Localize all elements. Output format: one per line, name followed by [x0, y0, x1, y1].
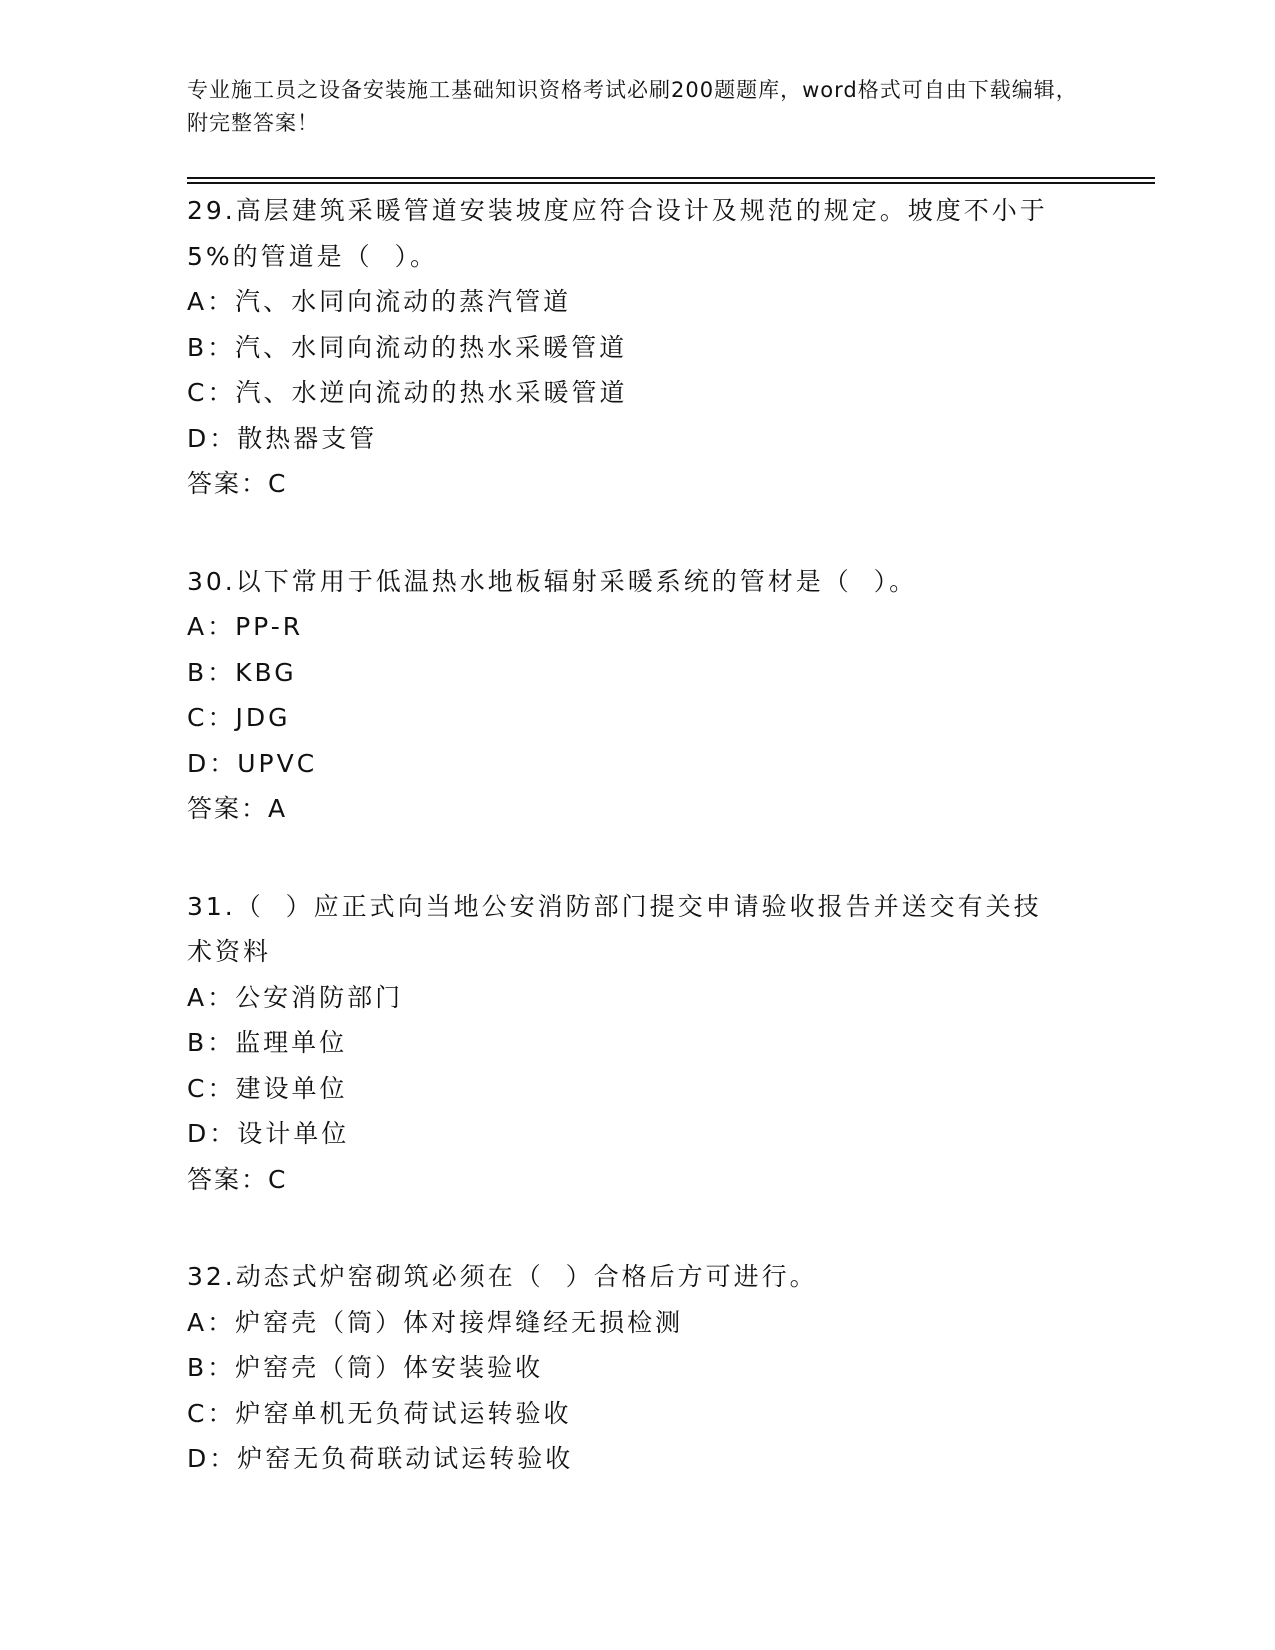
question-32 [187, 1254, 1087, 1482]
header-double-rule [187, 177, 1155, 184]
rule-line-bottom [187, 182, 1155, 184]
option-b: B：炉窑壳（筒）体安装验收 [187, 1353, 544, 1382]
rule-line-top [187, 177, 1155, 179]
option-a: A：PP-R [187, 612, 304, 641]
option-d: D：UPVC [187, 748, 318, 778]
option-a: A：汽、水同向流动的蒸汽管道 [187, 287, 572, 316]
option-d: D：散热器支管 [187, 423, 378, 453]
answer-text: 答案：C [187, 469, 288, 498]
option-b: B：监理单位 [187, 1028, 348, 1057]
answer-text: 答案：A [187, 794, 288, 823]
question-29 [187, 188, 1087, 507]
option-a: A：炉窑壳（筒）体对接焊缝经无损检测 [187, 1307, 684, 1337]
option-c: C：建设单位 [187, 1073, 348, 1103]
question-30 [187, 559, 1087, 832]
question-stem: 32.动态式炉窑砌筑必须在（ ）合格后方可进行。 [187, 1262, 818, 1291]
option-d: D：设计单位 [187, 1119, 350, 1148]
document-header: 专业施工员之设备安装施工基础知识资格考试必刷200题题库，word格式可自由下载编辑，附完整答案！ [187, 78, 1078, 135]
option-a: A：公安消防部门 [187, 982, 404, 1012]
question-31 [187, 884, 1087, 1203]
question-stem: 30.以下常用于低温热水地板辐射采暖系统的管材是（ ）。 [187, 566, 918, 596]
option-b: B：KBG [187, 657, 297, 687]
option-d: D：炉窑无负荷联动试运转验收 [187, 1444, 574, 1473]
question-stem: 29.高层建筑采暖管道安装坡度应符合设计及规范的规定。坡度不小于5%的管道是（ ）。 [187, 196, 1048, 271]
option-c: C：炉窑单机无负荷试运转验收 [187, 1398, 572, 1428]
answer-text: 答案：C [187, 1164, 288, 1194]
question-stem: 31.（ ）应正式向当地公安消防部门提交申请验收报告并送交有关技术资料 [187, 891, 1042, 966]
option-c: C：JDG [187, 703, 291, 732]
option-b: B：汽、水同向流动的热水采暖管道 [187, 332, 628, 362]
option-c: C：汽、水逆向流动的热水采暖管道 [187, 378, 628, 407]
question-list [187, 188, 1087, 1534]
